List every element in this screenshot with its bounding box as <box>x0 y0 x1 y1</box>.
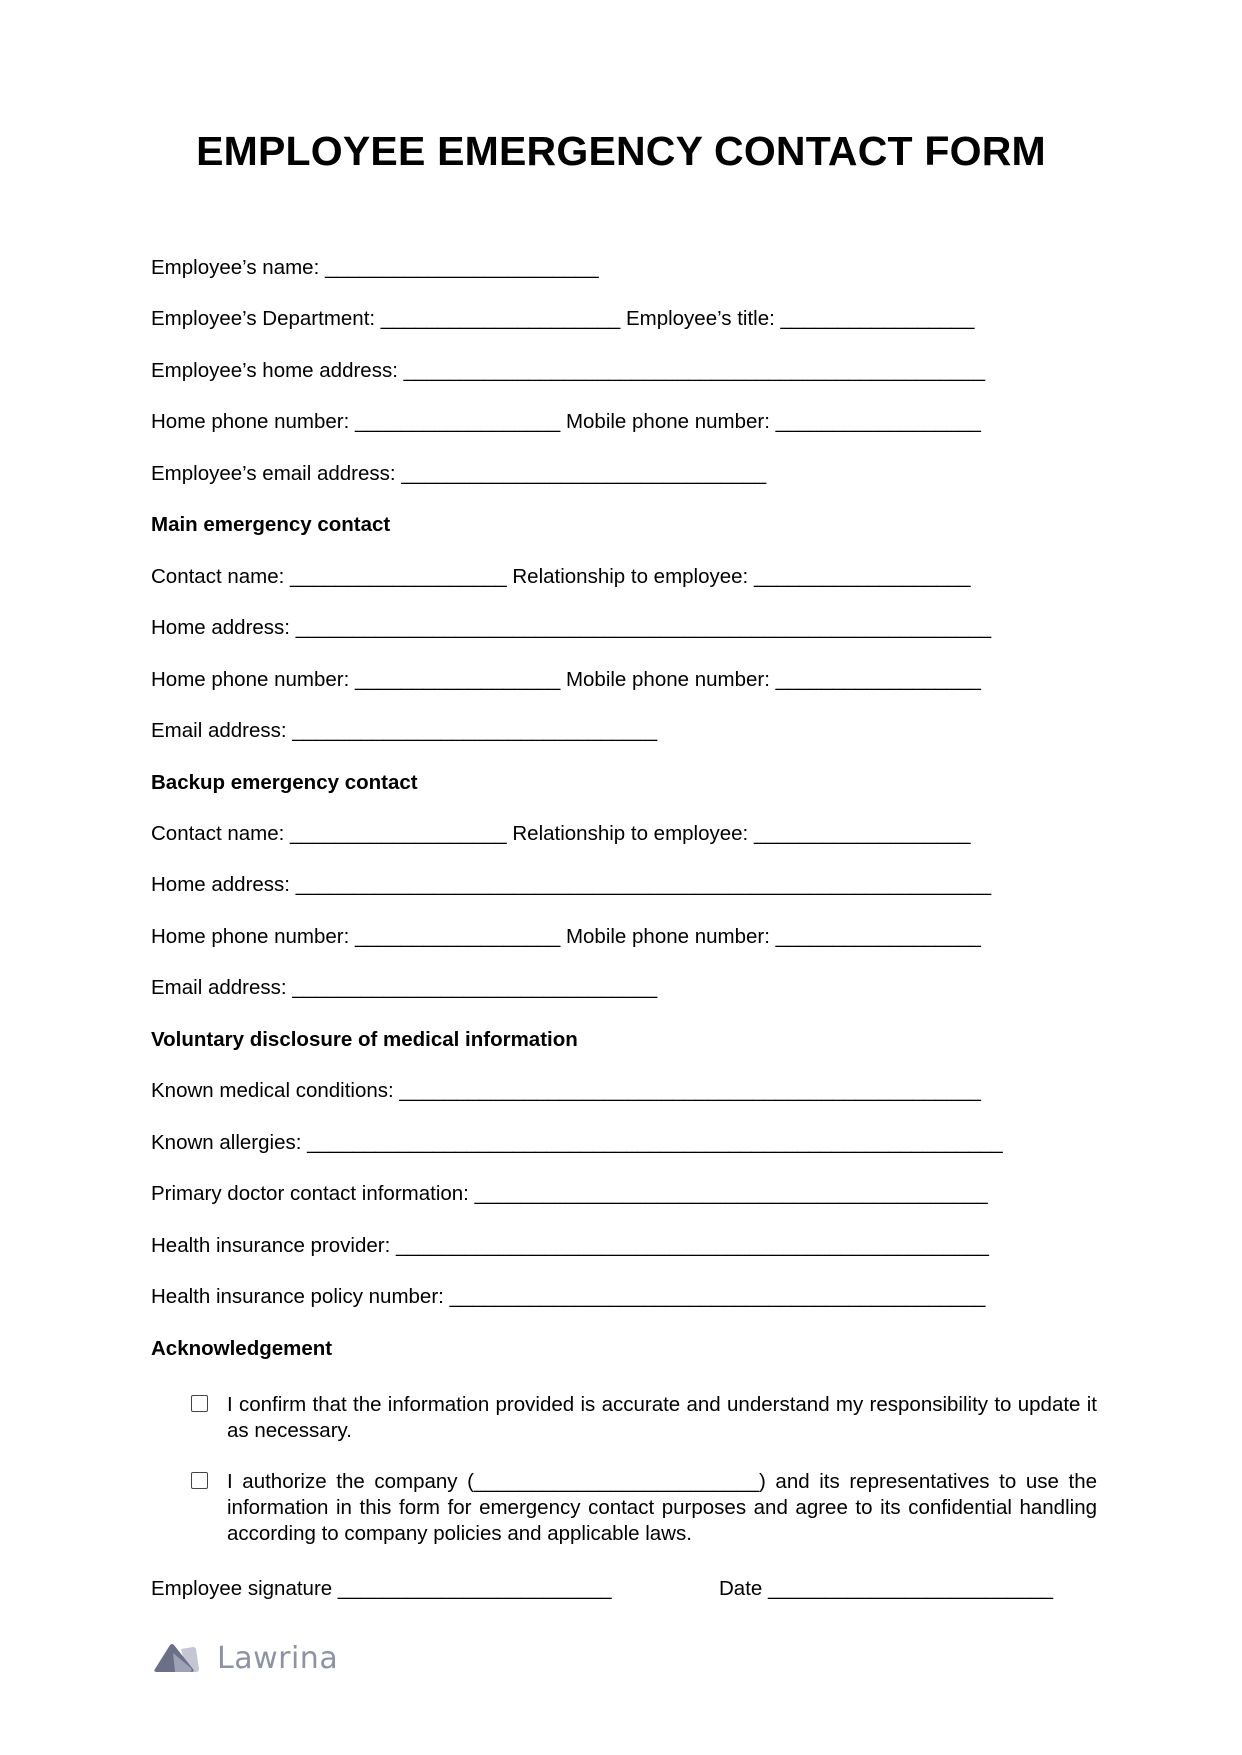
medical-heading: Voluntary disclosure of medical information <box>151 1028 578 1051</box>
main-home-phone-label: Home phone number: <box>151 668 350 691</box>
authorize-checkbox[interactable] <box>191 1472 208 1489</box>
backup-mobile-phone-field[interactable]: __________________ <box>775 925 981 948</box>
main-home-phone-field[interactable]: __________________ <box>355 668 561 691</box>
medical-conditions-row <box>151 1079 981 1103</box>
main-mobile-phone-field[interactable]: __________________ <box>775 668 981 691</box>
main-mobile-phone-label: Mobile phone number: <box>565 668 770 691</box>
backup-home-phone-label: Home phone number: <box>151 925 350 948</box>
employee-email-label: Employee’s email address: <box>151 462 396 485</box>
backup-contact-heading: Backup emergency contact <box>151 771 418 794</box>
form-title: EMPLOYEE EMERGENCY CONTACT FORM <box>196 128 1046 174</box>
backup-home-phone-field[interactable]: __________________ <box>355 925 561 948</box>
department-label: Employee’s Department: <box>151 307 376 330</box>
medical-conditions-field[interactable]: ___________________________________________________ <box>399 1079 981 1102</box>
employee-home-phone-label: Home phone number: <box>151 410 350 433</box>
doctor-label: Primary doctor contact information: <box>151 1182 469 1205</box>
allergies-row <box>151 1131 1003 1155</box>
main-phone-row <box>151 668 981 692</box>
main-email-row <box>151 719 657 743</box>
lawrina-logo <box>153 1641 338 1676</box>
ack-item-confirm <box>191 1392 1097 1444</box>
employee-name-row <box>151 256 599 280</box>
employee-address-label: Employee’s home address: <box>151 359 398 382</box>
backup-email-label: Email address: <box>151 976 287 999</box>
allergies-field[interactable]: _____________________________________________________________ <box>307 1131 1003 1154</box>
ack-item-authorize <box>191 1469 1097 1547</box>
main-contact-heading: Main emergency contact <box>151 513 391 536</box>
employee-address-row <box>151 359 985 383</box>
backup-contact-name-row <box>151 822 971 846</box>
main-email-field[interactable]: ________________________________ <box>292 719 658 742</box>
insurance-provider-row <box>151 1234 989 1258</box>
signature-label: Employee signature <box>151 1577 333 1600</box>
employee-home-phone-field[interactable]: __________________ <box>355 410 561 433</box>
doctor-field[interactable]: _____________________________________________ <box>474 1182 988 1205</box>
backup-address-field[interactable]: _____________________________________________________________ <box>295 873 992 896</box>
backup-phone-row <box>151 925 981 949</box>
main-email-label: Email address: <box>151 719 287 742</box>
main-relationship-label: Relationship to employee: <box>512 565 749 588</box>
employee-title-field[interactable]: _________________ <box>780 307 975 330</box>
backup-email-field[interactable]: ________________________________ <box>292 976 658 999</box>
main-address-row <box>151 616 991 640</box>
backup-relationship-field[interactable]: ___________________ <box>753 822 971 845</box>
employee-name-label: Employee’s name: <box>151 256 320 279</box>
backup-address-label: Home address: <box>151 873 291 896</box>
acknowledgement-heading: Acknowledgement <box>151 1337 333 1360</box>
employee-email-field[interactable]: ________________________________ <box>401 462 767 485</box>
main-contact-name-field[interactable]: ___________________ <box>290 565 507 588</box>
main-contact-name-label: Contact name: <box>151 565 285 588</box>
policy-number-label: Health insurance policy number: <box>151 1285 444 1308</box>
ack-confirm-text: I confirm that the information provided is accurate and understand my responsibility to update it as necessary. <box>227 1393 1097 1442</box>
date-field[interactable]: _________________________ <box>768 1577 1054 1600</box>
backup-contact-name-field[interactable]: ___________________ <box>290 822 507 845</box>
mountain-logo-icon <box>153 1643 201 1675</box>
backup-contact-name-label: Contact name: <box>151 822 285 845</box>
signature-field[interactable]: ________________________ <box>337 1577 612 1600</box>
allergies-label: Known allergies: <box>151 1131 302 1154</box>
main-address-label: Home address: <box>151 616 291 639</box>
ack-authorize-text: I authorize the company (_________________________) and its representatives to use the information in this form for emergency contact purposes and agree to its confidential handling according to company policies and applicable laws. <box>227 1470 1097 1545</box>
policy-number-row <box>151 1285 985 1309</box>
main-relationship-field[interactable]: ___________________ <box>753 565 971 588</box>
confirm-checkbox[interactable] <box>191 1395 208 1412</box>
employee-mobile-phone-label: Mobile phone number: <box>565 410 770 433</box>
department-title-row <box>151 307 974 331</box>
logo-text: Lawrina <box>217 1641 339 1676</box>
main-contact-name-row <box>151 565 971 589</box>
department-field[interactable]: _____________________ <box>380 307 621 330</box>
backup-mobile-phone-label: Mobile phone number: <box>565 925 770 948</box>
employee-email-row <box>151 462 766 486</box>
employee-title-label: Employee’s title: <box>625 307 775 330</box>
backup-address-row <box>151 873 991 897</box>
backup-relationship-label: Relationship to employee: <box>512 822 749 845</box>
employee-mobile-phone-field[interactable]: __________________ <box>775 410 981 433</box>
employee-name-field[interactable]: ________________________ <box>324 256 599 279</box>
doctor-row <box>151 1182 988 1206</box>
signature-row <box>151 1577 612 1601</box>
backup-email-row <box>151 976 657 1000</box>
policy-number-field[interactable]: _______________________________________________ <box>449 1285 986 1308</box>
employee-address-field[interactable]: ___________________________________________________ <box>403 359 986 382</box>
date-row <box>719 1577 1053 1601</box>
main-address-field[interactable]: _____________________________________________________________ <box>295 616 992 639</box>
medical-conditions-label: Known medical conditions: <box>151 1079 394 1102</box>
employee-phone-row <box>151 410 981 434</box>
date-label: Date <box>719 1577 763 1600</box>
insurance-provider-label: Health insurance provider: <box>151 1234 391 1257</box>
insurance-provider-field[interactable]: ____________________________________________________ <box>396 1234 989 1257</box>
